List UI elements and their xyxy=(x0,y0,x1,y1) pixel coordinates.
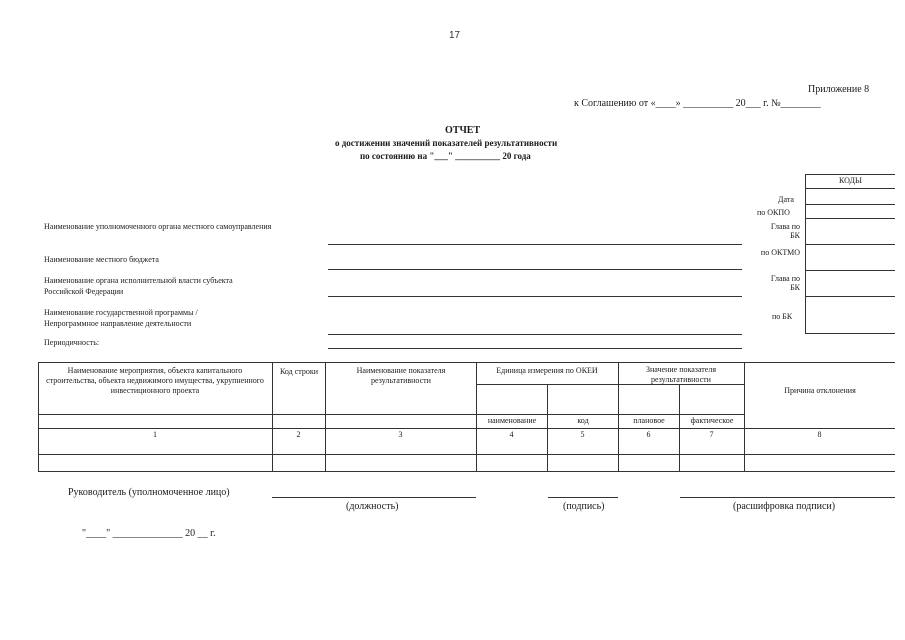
col-number-2: 2 xyxy=(296,430,301,439)
signature-date: "____" ______________ 20 __ г. xyxy=(82,528,216,539)
codes-header: КОДЫ xyxy=(839,176,862,185)
col-actual-header: фактическое xyxy=(690,416,734,425)
col-number-5: 5 xyxy=(580,430,585,439)
col-number-1: 1 xyxy=(153,430,157,439)
authority-label: Наименование уполномоченного органа местного самоуправления xyxy=(44,222,272,231)
col-unit-header: Единица измерения по ОКЕИ xyxy=(496,366,598,375)
col-unit-name-header: наименование xyxy=(487,416,537,425)
report-subtitle: о достижении значений показателей результативности xyxy=(335,138,558,148)
col-indicator-header: Наименование показателя результативности xyxy=(356,366,446,385)
col-planned-header: плановое xyxy=(633,416,665,425)
codes-glava-bk-2: Глава по БК xyxy=(770,274,800,292)
signature-decoding-label: (расшифровка подписи) xyxy=(733,501,836,512)
col-number-6: 6 xyxy=(646,430,651,439)
codes-oktmo-label: по ОКТМО xyxy=(760,248,800,257)
codes-date-label: Дата xyxy=(778,195,794,204)
codes-po-bk-label: по БК xyxy=(772,312,793,321)
col-value-header: Значение показателя результативности xyxy=(645,365,717,384)
page-number: 17 xyxy=(449,30,461,41)
periodicity-label: Периодичность: xyxy=(44,338,100,347)
signature-head-label: Руководитель (уполномоченное лицо) xyxy=(68,487,230,498)
program-label-2: Непрограммное направление деятельности xyxy=(44,319,192,328)
budget-label: Наименование местного бюджета xyxy=(44,255,159,264)
signature-sign-label: (подпись) xyxy=(563,501,605,512)
agreement-line: к Соглашению от «____» __________ 20___ г. №________ xyxy=(574,98,821,109)
col-number-7: 7 xyxy=(709,430,714,439)
appendix-title: Приложение 8 xyxy=(808,84,870,95)
col-unit-code-header: код xyxy=(577,416,589,425)
signature-position-label: (должность) xyxy=(346,501,399,512)
report-title: ОТЧЕТ xyxy=(445,125,481,136)
col-code-header: Код строки xyxy=(279,367,319,376)
col-event-header: Наименование мероприятия, объекта капитального строительства, объекта недвижимого имущества, укрупненного инвестиционного проекта xyxy=(46,366,264,395)
col-number-3: 3 xyxy=(398,430,403,439)
report-date: по состоянию на "___" __________ 20 года xyxy=(360,151,531,161)
program-label-1: Наименование государственной программы / xyxy=(44,308,198,317)
executive-label-1: Наименование органа исполнительной власти субъекта xyxy=(44,276,233,285)
indicators-table xyxy=(38,362,895,472)
codes-glava-bk-1: Глава по БК xyxy=(770,222,800,240)
col-number-4: 4 xyxy=(509,430,514,439)
executive-label-2: Российской Федерации xyxy=(44,287,124,296)
col-number-8: 8 xyxy=(817,430,822,439)
codes-box xyxy=(805,174,895,334)
col-reason-header: Причина отклонения xyxy=(784,386,856,395)
codes-okpo-label: по ОКПО xyxy=(757,208,790,217)
